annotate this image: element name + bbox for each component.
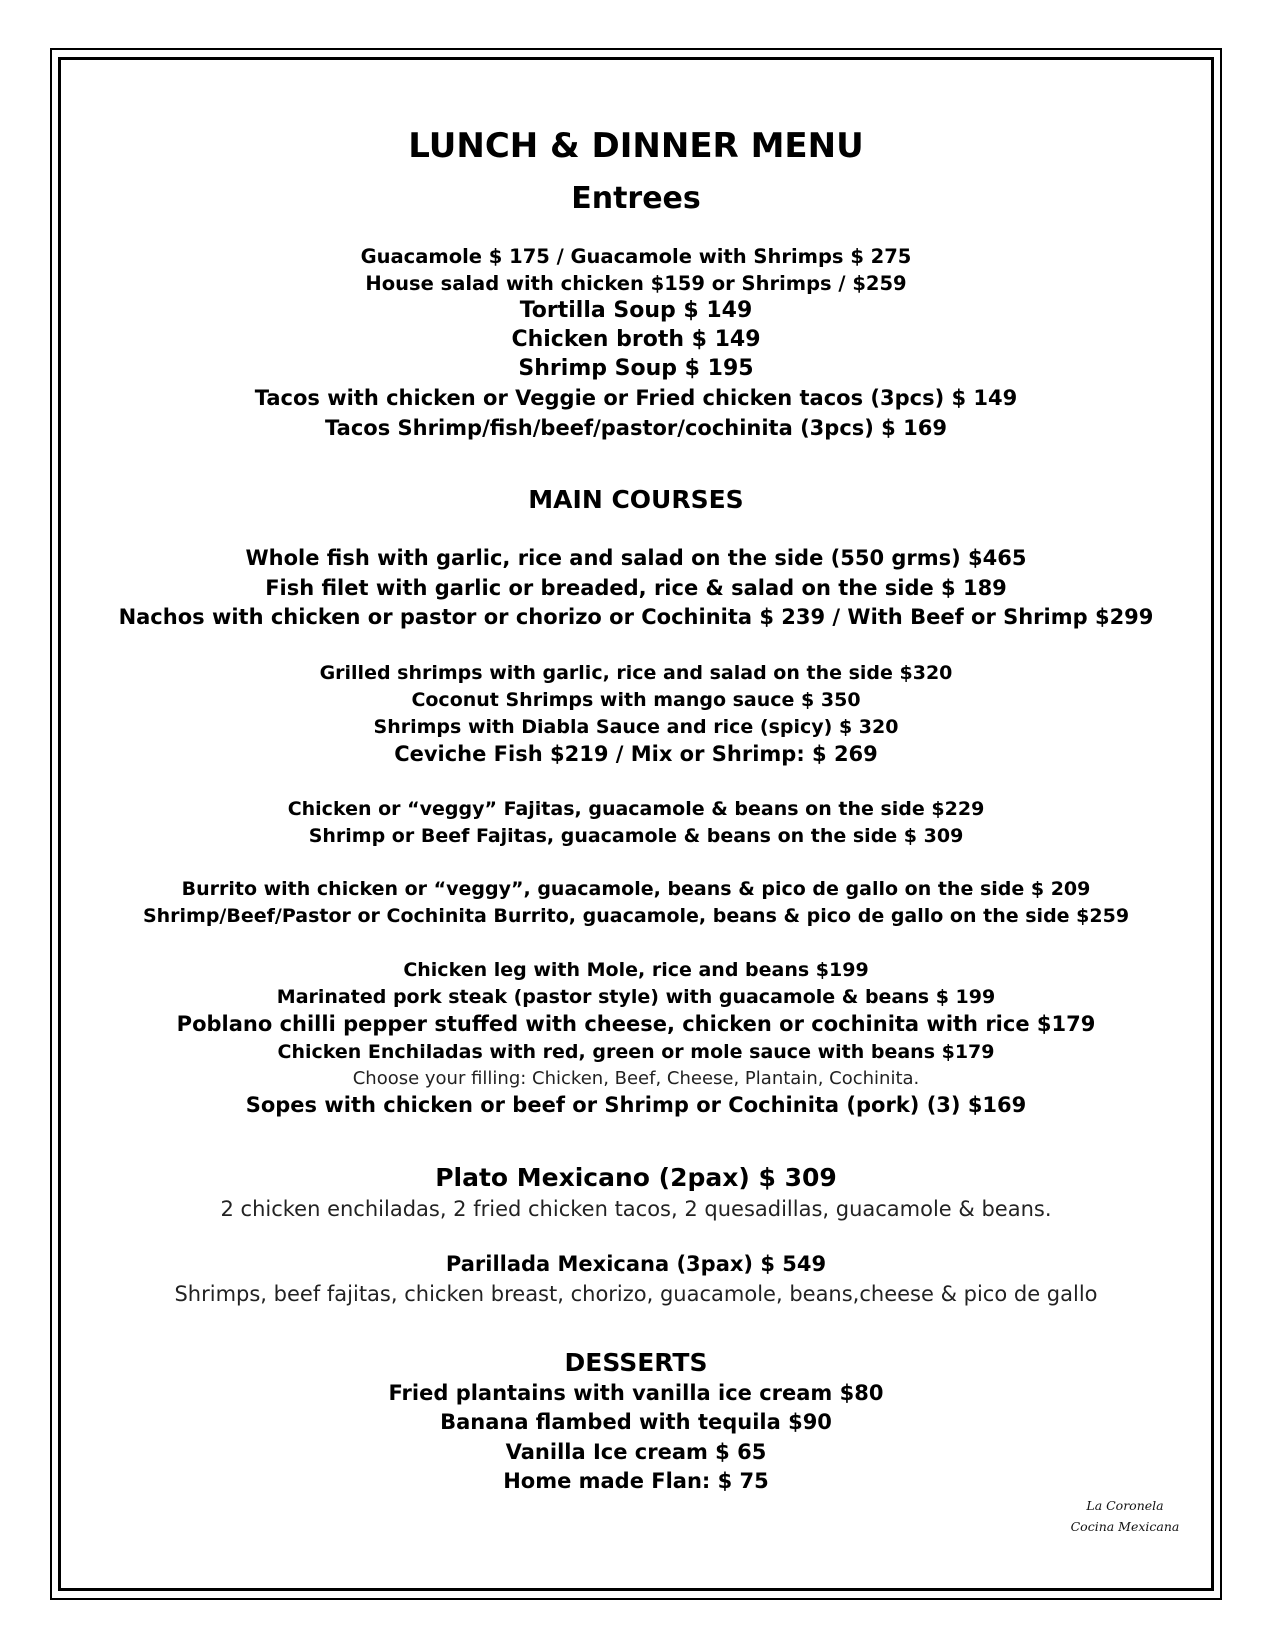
filling-note: Choose your filling: Chicken, Beef, Cheese, Plantain, Cochinita. <box>352 1068 920 1089</box>
menu-item: House salad with chicken $159 or Shrimps / $259 <box>365 272 907 295</box>
main-courses-heading: MAIN COURSES <box>528 485 744 514</box>
menu-item: Fried plantains with vanilla ice cream $80 <box>388 1381 884 1405</box>
menu-item: Tacos with chicken or Veggie or Fried chicken tacos (3pcs) $ 149 <box>254 386 1018 410</box>
menu-item: Banana flambed with tequila $90 <box>440 1410 832 1434</box>
menu-item: Tacos Shrimp/fish/beef/pastor/cochinita (3pcs) $ 169 <box>325 416 947 440</box>
menu-item: Tortilla Soup $ 149 <box>519 298 753 323</box>
menu-item: Shrimp/Beef/Pastor or Cochinita Burrito, guacamole, beans & pico de gallo on the side $259 <box>142 905 1130 927</box>
menu-item: Chicken leg with Mole, rice and beans $199 <box>403 959 869 981</box>
entrees-heading: Entrees <box>571 181 701 216</box>
menu-item: Chicken Enchiladas with red, green or mole sauce with beans $179 <box>277 1041 995 1063</box>
menu-item: Chicken broth $ 149 <box>511 327 761 352</box>
menu-item: Burrito with chicken or “veggy”, guacamole, beans & pico de gallo on the side $ 209 <box>181 878 1091 900</box>
menu-item: Chicken or “veggy” Fajitas, guacamole & beans on the side $229 <box>287 798 985 820</box>
menu-title: LUNCH & DINNER MENU <box>408 126 864 166</box>
menu-item: Marinated pork steak (pastor style) with guacamole & beans $ 199 <box>276 986 996 1008</box>
menu-item: Vanilla Ice cream $ 65 <box>505 1440 767 1464</box>
plato-mexicano-description: 2 chicken enchiladas, 2 fried chicken tacos, 2 quesadillas, guacamole & beans. <box>220 1197 1052 1221</box>
plato-mexicano-name: Plato Mexicano (2pax) $ 309 <box>435 1163 837 1192</box>
parillada-mexicana-description: Shrimps, beef fajitas, chicken breast, chorizo, guacamole, beans,cheese & pico de gallo <box>174 1282 1098 1306</box>
menu-item: Sopes with chicken or beef or Shrimp or Cochinita (pork) (3) $169 <box>245 1093 1027 1117</box>
menu-item: Shrimp Soup $ 195 <box>518 356 754 381</box>
menu-item: Shrimp or Beef Fajitas, guacamole & beans on the side $ 309 <box>308 825 964 847</box>
menu-item: Coconut Shrimps with mango sauce $ 350 <box>411 689 861 711</box>
signature-line-1: La Coronela <box>1086 1498 1164 1513</box>
menu-item: Guacamole $ 175 / Guacamole with Shrimps $ 275 <box>360 245 912 268</box>
restaurant-signature <box>1065 1495 1185 1537</box>
menu-item: Ceviche Fish $219 / Mix or Shrimp: $ 269 <box>394 742 878 766</box>
menu-item: Grilled shrimps with garlic, rice and salad on the side $320 <box>319 662 953 684</box>
menu-item: Poblano chilli pepper stuffed with cheese, chicken or cochinita with rice $179 <box>176 1012 1096 1036</box>
menu-item: Whole fish with garlic, rice and salad on the side (550 grms) $465 <box>245 546 1027 570</box>
menu-item: Fish filet with garlic or breaded, rice & salad on the side $ 189 <box>265 576 1007 600</box>
menu-item: Nachos with chicken or pastor or chorizo or Cochinita $ 239 / With Beef or Shrimp $299 <box>118 605 1154 629</box>
desserts-heading: DESSERTS <box>564 1348 708 1377</box>
menu-item: Shrimps with Diabla Sauce and rice (spicy) $ 320 <box>373 716 899 738</box>
signature-line-2: Cocina Mexicana <box>1070 1519 1180 1534</box>
parillada-mexicana-name: Parillada Mexicana (3pax) $ 549 <box>445 1252 827 1276</box>
menu-item: Home made Flan: $ 75 <box>503 1469 769 1493</box>
